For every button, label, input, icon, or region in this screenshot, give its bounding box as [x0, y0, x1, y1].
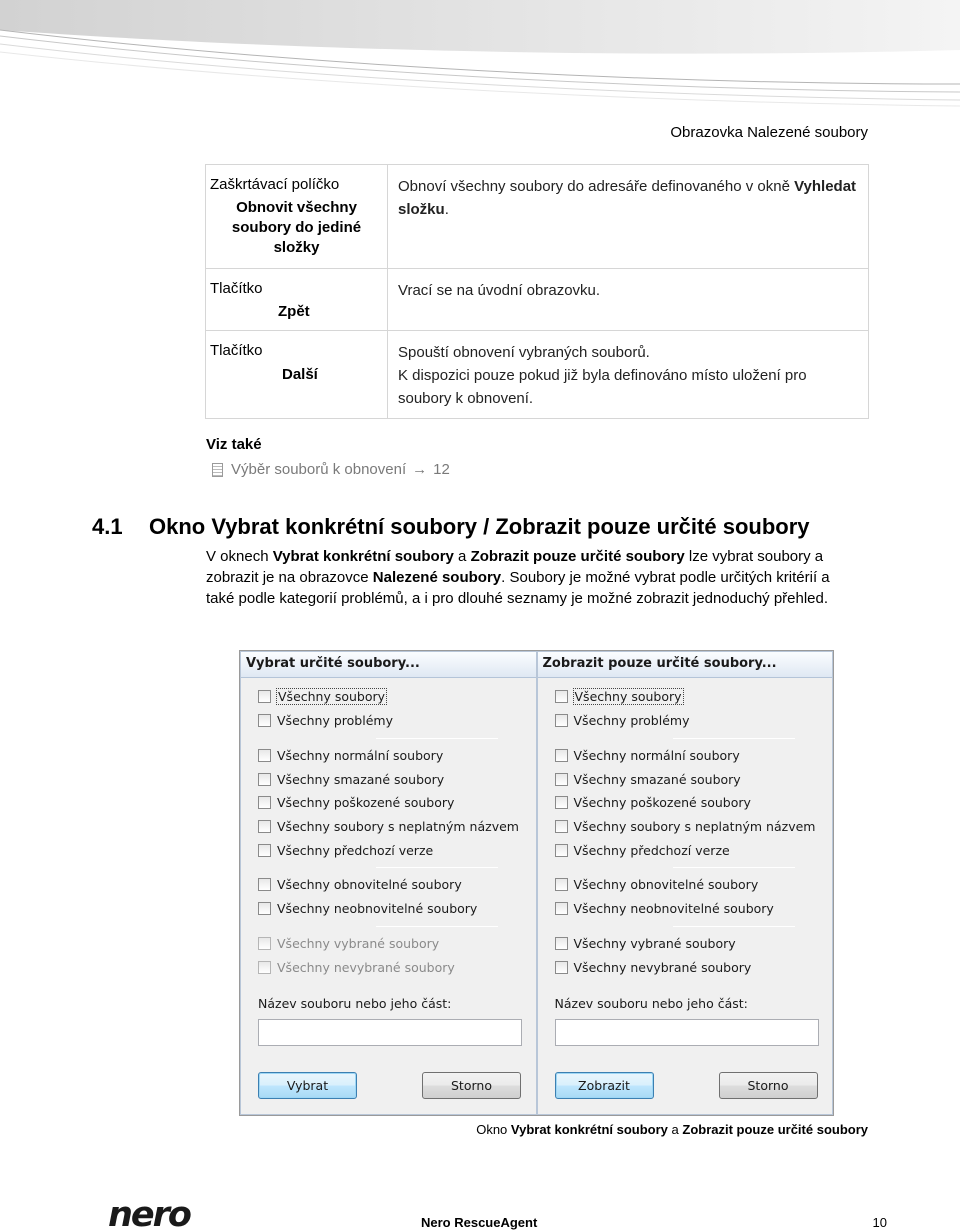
- element-description: Obnoví všechny soubory do adresáře definovaného v okně Vyhledat složku.: [388, 165, 869, 269]
- select-button[interactable]: Vybrat: [258, 1072, 357, 1099]
- checkbox[interactable]: [258, 796, 271, 809]
- element-kind: Tlačítko: [210, 280, 263, 297]
- checkbox-unselected-files[interactable]: Všechny nevybrané soubory: [555, 960, 752, 975]
- svg-text:nero: nero: [108, 1196, 190, 1232]
- dialogs-screenshot: [239, 650, 834, 1116]
- element-description: Spouští obnovení vybraných souborů. K dispozici pouze pokud již byla definováno místo uložení pro soubory k obnovení.: [388, 331, 869, 419]
- checkbox[interactable]: [555, 844, 568, 857]
- checkbox-selected-files[interactable]: Všechny vybrané soubory: [258, 936, 439, 951]
- separator: [376, 926, 498, 927]
- checkbox-all-problems[interactable]: Všechny problémy: [555, 713, 690, 728]
- checkbox[interactable]: [555, 937, 568, 950]
- element-description: Vrací se na úvodní obrazovku.: [388, 269, 869, 331]
- checkbox[interactable]: [258, 902, 271, 915]
- element-name: Obnovit všechny soubory do jediné složky: [231, 199, 362, 256]
- filename-input[interactable]: [258, 1019, 522, 1046]
- select-files-dialog: [240, 651, 537, 1115]
- show-files-dialog: [537, 651, 834, 1115]
- separator: [376, 738, 498, 739]
- checkbox[interactable]: [258, 844, 271, 857]
- arrow-right-icon: →: [412, 461, 428, 478]
- figure-caption: Okno Vybrat konkrétní soubory a Zobrazit pouze určité soubory: [476, 1122, 868, 1137]
- dialog-title: Zobrazit pouze určité soubory...: [538, 652, 833, 678]
- checkbox-invalid-name-files[interactable]: Všechny soubory s neplatným názvem: [555, 819, 816, 834]
- checkbox-unselected-files[interactable]: Všechny nevybrané soubory: [258, 960, 455, 975]
- table-row: [206, 165, 869, 269]
- element-kind: Zaškrtávací políčko: [210, 176, 340, 193]
- checkbox-damaged-files[interactable]: Všechny poškozené soubory: [258, 795, 454, 810]
- checkbox[interactable]: [555, 820, 568, 833]
- checkbox[interactable]: [555, 961, 568, 974]
- checkbox[interactable]: [555, 878, 568, 891]
- table-row: [206, 269, 869, 331]
- checkbox-deleted-files[interactable]: Všechny smazané soubory: [555, 772, 741, 787]
- filename-label: Název souboru nebo jeho část:: [258, 996, 452, 1011]
- element-name: Zpět: [278, 303, 310, 320]
- element-name: Další: [282, 366, 318, 383]
- checkbox-all-files[interactable]: Všechny soubory: [258, 689, 386, 704]
- page-reference: 12: [433, 461, 450, 478]
- separator: [673, 867, 795, 868]
- checkbox[interactable]: [555, 796, 568, 809]
- separator: [673, 738, 795, 739]
- checkbox[interactable]: [555, 690, 568, 703]
- filename-input[interactable]: [555, 1019, 819, 1046]
- checkbox[interactable]: [258, 937, 271, 950]
- checkbox[interactable]: [258, 690, 271, 703]
- table-row: [206, 331, 869, 419]
- checkbox[interactable]: [258, 961, 271, 974]
- nero-logo: [108, 1196, 212, 1232]
- checkbox[interactable]: [258, 749, 271, 762]
- separator: [673, 926, 795, 927]
- checkbox-normal-files[interactable]: Všechny normální soubory: [258, 748, 443, 763]
- checkbox-all-files[interactable]: Všechny soubory: [555, 689, 683, 704]
- checkbox-unrecoverable-files[interactable]: Všechny neobnovitelné soubory: [258, 901, 477, 916]
- checkbox[interactable]: [555, 773, 568, 786]
- separator: [376, 867, 498, 868]
- checkbox-invalid-name-files[interactable]: Všechny soubory s neplatným názvem: [258, 819, 519, 834]
- checkbox-deleted-files[interactable]: Všechny smazané soubory: [258, 772, 444, 787]
- section-paragraph: V oknech Vybrat konkrétní soubory a Zobrazit pouze určité soubory lze vybrat soubory a zobrazit je na obrazovce Nalezené soubory. Soubory je možné vybrat podle určitých kritérií a také podle kategorií problémů, a i pro dlouhé seznamy je možné zobrazit jednoduchý přehled.: [206, 548, 830, 607]
- element-kind: Tlačítko: [210, 342, 263, 359]
- show-button[interactable]: Zobrazit: [555, 1072, 654, 1099]
- checkbox-normal-files[interactable]: Všechny normální soubory: [555, 748, 740, 763]
- checkbox-recoverable-files[interactable]: Všechny obnovitelné soubory: [555, 877, 759, 892]
- document-icon: [212, 463, 223, 477]
- checkbox[interactable]: [258, 714, 271, 727]
- see-also-heading: Viz také: [206, 436, 262, 453]
- section-heading: [92, 514, 810, 540]
- checkbox-previous-versions[interactable]: Všechny předchozí verze: [555, 843, 730, 858]
- checkbox[interactable]: [555, 902, 568, 915]
- section-title: Okno Vybrat konkrétní soubory / Zobrazit pouze určité soubory: [149, 514, 810, 539]
- section-number: 4.1: [92, 514, 123, 539]
- dialog-title: Vybrat určité soubory...: [241, 652, 536, 678]
- checkbox[interactable]: [258, 820, 271, 833]
- filename-label: Název souboru nebo jeho část:: [554, 996, 748, 1011]
- checkbox-recoverable-files[interactable]: Všechny obnovitelné soubory: [258, 877, 462, 892]
- see-also-link[interactable]: Výběr souborů k obnovení → 12: [212, 461, 450, 478]
- checkbox[interactable]: [555, 749, 568, 762]
- page-header-title: Obrazovka Nalezené soubory: [670, 124, 868, 141]
- header-decoration: [0, 0, 960, 110]
- checkbox[interactable]: [258, 878, 271, 891]
- cancel-button[interactable]: Storno: [422, 1072, 521, 1099]
- checkbox-selected-files[interactable]: Všechny vybrané soubory: [555, 936, 736, 951]
- checkbox-previous-versions[interactable]: Všechny předchozí verze: [258, 843, 433, 858]
- footer-product-name: Nero RescueAgent: [421, 1215, 538, 1230]
- cancel-button[interactable]: Storno: [719, 1072, 818, 1099]
- definition-table: [205, 164, 869, 419]
- checkbox[interactable]: [555, 714, 568, 727]
- checkbox-all-problems[interactable]: Všechny problémy: [258, 713, 393, 728]
- page-number: 10: [872, 1215, 887, 1230]
- checkbox-damaged-files[interactable]: Všechny poškozené soubory: [555, 795, 751, 810]
- checkbox[interactable]: [258, 773, 271, 786]
- checkbox-unrecoverable-files[interactable]: Všechny neobnovitelné soubory: [555, 901, 774, 916]
